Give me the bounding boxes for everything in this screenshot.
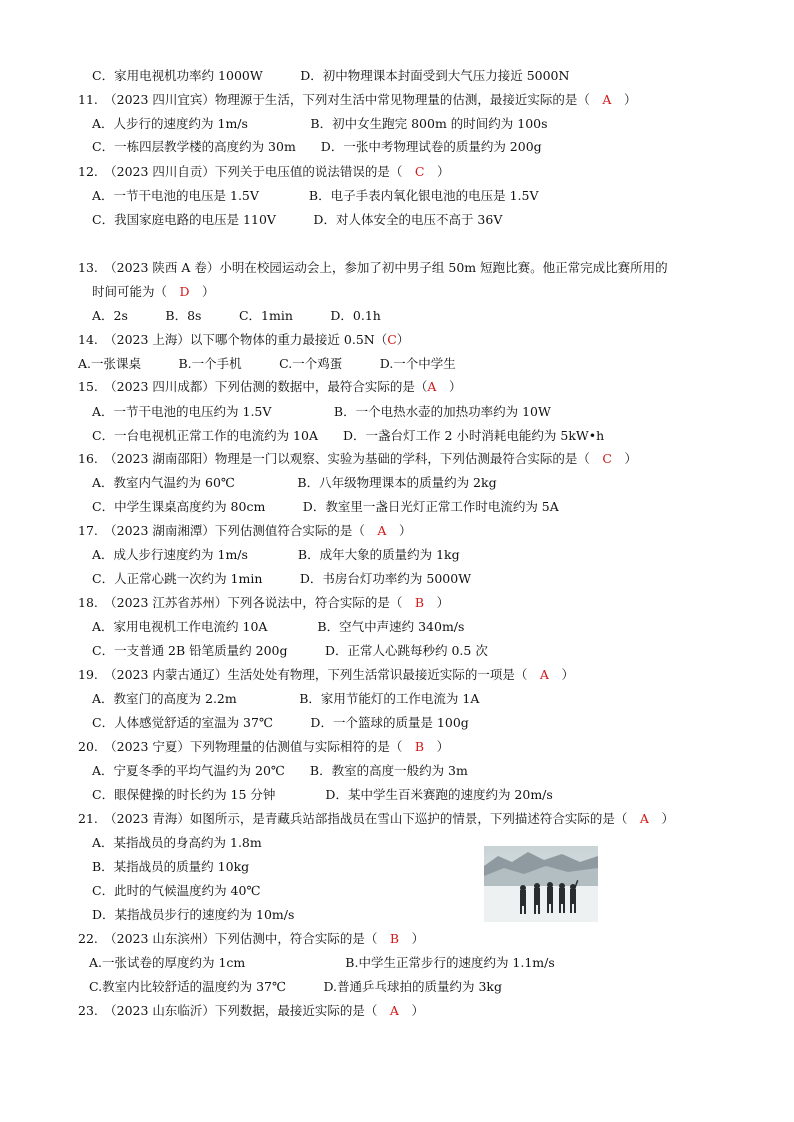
line-text: C．一支普通 2B 铅笔质量约 200g D．正常人心跳每秒约 0.5 次 (92, 643, 488, 658)
line-text: C．一台电视机正常工作的电流约为 10A D．一盏台灯工作 2 小时消耗电能约为 5kW•h (92, 428, 605, 443)
closing-paren: ） (189, 284, 215, 299)
answer-letter: A (377, 523, 387, 538)
line-text: A．成人步行速度约为 1m/s B．成年大象的质量约为 1kg (92, 547, 460, 562)
line-text: 20. （2023 宁夏）下列物理量的估测值与实际相符的是（ (78, 739, 415, 754)
text-line (92, 835, 262, 851)
text-line (92, 907, 294, 923)
line-text: C．人正常心跳一次约为 1min D．书房台灯功率约为 5000W (92, 571, 472, 586)
line-text: A．一节干电池的电压约为 1.5V B．一个电热水壶的加热功率约为 10W (92, 404, 551, 419)
text-line (92, 619, 464, 635)
line-text: 17. （2023 湖南湘潭）下列估测值符合实际的是（ (78, 523, 378, 538)
text-line (78, 931, 424, 947)
text-line (78, 451, 637, 467)
closing-paren: ） (424, 739, 450, 754)
text-line (78, 379, 461, 395)
text-line (89, 979, 502, 995)
closing-paren: ） (612, 451, 638, 466)
line-text: A．宁夏冬季的平均气温约为 20℃ B．教室的高度一般约为 3m (92, 763, 468, 778)
text-line (78, 811, 674, 827)
answer-letter: D (179, 284, 190, 299)
line-text: 11. （2023 四川宜宾）物理源于生活，下列对生活中常见物理量的估测，最接近实际的是（ (78, 92, 603, 107)
line-text: 23. （2023 山东临沂）下列数据，最接近实际的是（ (78, 1003, 390, 1018)
text-line (78, 667, 574, 683)
text-line (78, 739, 449, 755)
closing-paren: ） (611, 92, 637, 107)
text-line (92, 139, 542, 155)
line-text: A．教室门的高度为 2.2m B．家用节能灯的工作电流为 1A (92, 691, 480, 706)
text-line (92, 715, 469, 731)
answer-letter: A (389, 1003, 399, 1018)
text-line (78, 332, 409, 348)
text-line (78, 523, 411, 539)
line-text: A．一节干电池的电压是 1.5V B．电子手表内氧化银电池的电压是 1.5V (92, 188, 539, 203)
closing-paren: ） (399, 931, 425, 946)
closing-paren: ） (386, 523, 412, 538)
line-text: 14. （2023 上海）以下哪个物体的重力最接近 0.5N（ (78, 332, 388, 347)
text-line (92, 188, 538, 204)
text-line (92, 643, 488, 659)
text-line (92, 499, 559, 515)
text-line (92, 787, 553, 803)
closing-paren: ） (424, 164, 450, 179)
answer-letter: C (602, 451, 612, 466)
text-line (78, 1003, 424, 1019)
line-text: D．某指战员步行的速度约为 10m/s (92, 907, 295, 922)
line-text: 18. （2023 江苏省苏州）下列各说法中，符合实际的是（ (78, 595, 415, 610)
answer-letter: A (602, 92, 612, 107)
answer-letter: B (414, 739, 425, 754)
closing-paren: ） (424, 595, 450, 610)
text-line (78, 356, 456, 372)
text-line (92, 571, 471, 587)
closing-paren: ） (396, 332, 410, 347)
answer-letter: C (387, 332, 397, 347)
answer-letter: A (639, 811, 649, 826)
text-line (89, 955, 555, 971)
text-line (92, 116, 548, 132)
answer-letter: B (389, 931, 400, 946)
text-line (92, 691, 479, 707)
text-line (92, 68, 569, 84)
line-text: C．家用电视机功率约 1000W D．初中物理课本封面受到大气压力接近 5000N (92, 68, 570, 83)
line-text: C.教室内比较舒适的温度约为 37℃ D.普通乒乓球拍的质量约为 3kg (89, 979, 503, 994)
text-line (92, 404, 551, 420)
line-text: B．某指战员的质量约 10kg (92, 859, 250, 874)
line-text: A．人步行的速度约为 1m/s B．初中女生跑完 800m 的时间约为 100s (92, 116, 548, 131)
line-text: 12. （2023 四川自贡）下列关于电压值的说法错误的是（ (78, 164, 415, 179)
line-text: C．眼保健操的时长约为 15 分钟 D．某中学生百米赛跑的速度约为 20m/s (92, 787, 553, 802)
text-line (92, 475, 497, 491)
line-text: 16. （2023 湖南邵阳）物理是一门以观察、实验为基础的学科，下列估测最符合实际的是（ (78, 451, 603, 466)
text-line (78, 260, 668, 276)
answer-letter: C (414, 164, 425, 179)
line-text: 19. （2023 内蒙古通辽）生活处处有物理，下列生活常识最接近实际的一项是（ (78, 667, 540, 682)
text-line (92, 428, 604, 444)
line-text: 21. （2023 青海）如图所示，是青藏兵站部指战员在雪山下巡护的情景，下列描述符合实际的是（ (78, 811, 640, 826)
line-text: 22. （2023 山东滨州）下列估测中，符合实际的是（ (78, 931, 390, 946)
line-text: A.一张试卷的厚度约为 1cm B.中学生正常步行的速度约为 1.1m/s (89, 955, 555, 970)
answer-letter: B (414, 595, 425, 610)
text-line (92, 284, 215, 300)
line-text: C．人体感觉舒适的室温为 37℃ D．一个篮球的质量是 100g (92, 715, 469, 730)
line-text: C．中学生课桌高度约为 80cm D．教室里一盏日光灯正常工作时电流约为 5A (92, 499, 559, 514)
closing-paren: ） (398, 1003, 424, 1018)
answer-letter: A (539, 667, 549, 682)
line-text: C．一栋四层教学楼的高度约为 30m D．一张中考物理试卷的质量约为 200g (92, 139, 542, 154)
line-text: A．2s B．8s C．1min D．0.1h (92, 308, 381, 323)
text-line (92, 212, 502, 228)
line-text: C．我国家庭电路的电压是 110V D．对人体安全的电压不高于 36V (92, 212, 503, 227)
text-line (92, 883, 260, 899)
line-text: 时间可能为（ (92, 284, 180, 299)
closing-paren: ） (436, 379, 462, 394)
text-line (92, 763, 468, 779)
line-text: A．教室内气温约为 60℃ B．八年级物理课本的质量约为 2kg (92, 475, 497, 490)
closing-paren: ） (548, 667, 574, 682)
photo-soldiers-in-snow-icon (484, 846, 598, 922)
line-text: A．某指战员的身高约为 1.8m (92, 835, 262, 850)
line-text: 13. （2023 陕西 A 卷）小明在校园运动会上，参加了初中男子组 50m 短跑比赛。他正常完成比赛所用的 (78, 260, 668, 275)
line-text: A.一张课桌 B.一个手机 C.一个鸡蛋 D.一个中学生 (78, 356, 456, 371)
text-line (78, 595, 449, 611)
line-text: A．家用电视机工作电流约 10A B．空气中声速约 340m/s (92, 619, 465, 634)
text-line (92, 308, 381, 324)
text-line (92, 859, 249, 875)
line-text: 15. （2023 四川成都）下列估测的数据中，最符合实际的是（ (78, 379, 428, 394)
text-line (78, 164, 450, 180)
text-line (92, 547, 460, 563)
text-line (78, 92, 636, 108)
closing-paren: ） (648, 811, 674, 826)
answer-letter: A (427, 379, 437, 394)
line-text: C．此时的气候温度约为 40℃ (92, 883, 261, 898)
